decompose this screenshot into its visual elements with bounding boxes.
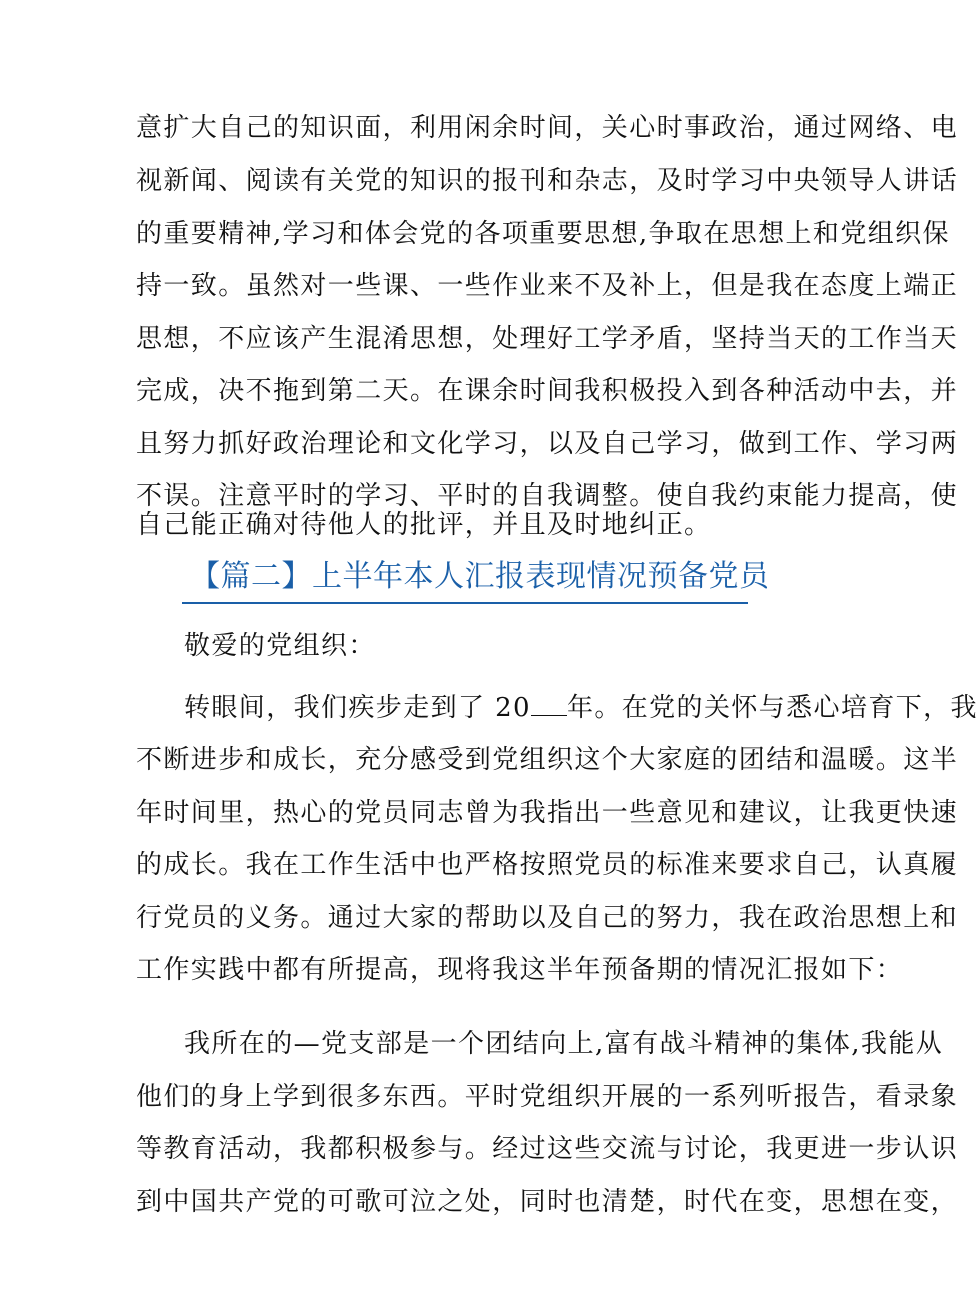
paragraph-line: 的重要精神,学习和体会党的各项重要思想,争取在思想上和党组织保 — [136, 219, 950, 249]
paragraph-line: 视新闻、阅读有关党的知识的报刊和杂志，及时学习中央领导人讲话 — [136, 166, 959, 196]
paragraph-line: 意扩大自己的知识面，利用闲余时间，关心时事政治，通过网络、电 — [136, 113, 959, 143]
section-heading — [182, 552, 770, 604]
paragraph-first-line — [184, 688, 978, 728]
paragraph-line: 年时间里，热心的党员同志曾为我指出一些意见和建议，让我更快速 — [136, 798, 959, 828]
paragraph-line: 的成长。我在工作生活中也严格按照党员的标准来要求自己，认真履 — [136, 850, 959, 880]
paragraph-line: 到中国共产党的可歌可泣之处，同时也清楚，时代在变，思想在变， — [136, 1187, 959, 1217]
paragraph-line: 完成，决不拖到第二天。在课余时间我积极投入到各种活动中去，并 — [136, 376, 959, 406]
paragraph-first-line: 我所在的—党支部是一个团结向上,富有战斗精神的集体,我能从 — [184, 1029, 944, 1059]
paragraph-text: 转眼间，我们疾步走到了 20 — [184, 693, 531, 723]
fill-in-blank — [531, 693, 567, 716]
paragraph-line: 工作实践中都有所提高，现将我这半年预备期的情况汇报如下： — [136, 955, 904, 985]
section-heading-text: 【篇二】上半年本人汇报表现情况预备党员 — [190, 559, 770, 594]
paragraph-text: 年。在党的关怀与悉心培育下，我 — [566, 693, 978, 723]
paragraph-line: 且努力抓好政治理论和文化学习，以及自己学习，做到工作、学习两 — [136, 429, 959, 459]
paragraph-line: 思想，不应该产生混淆思想，处理好工学矛盾，坚持当天的工作当天 — [136, 324, 959, 354]
paragraph-line: 自己能正确对待他人的批评，并且及时地纠正。 — [136, 510, 712, 540]
paragraph-line: 不断进步和成长，充分感受到党组织这个大家庭的团结和温暖。这半 — [136, 745, 959, 775]
salutation: 敬爱的党组织： — [184, 631, 376, 661]
paragraph-line: 等教育活动，我都积极参与。经过这些交流与讨论，我更进一步认识 — [136, 1134, 959, 1164]
paragraph-line: 不误。注意平时的学习、平时的自我调整。使自我约束能力提高，使 — [136, 481, 959, 511]
paragraph-line: 他们的身上学到很多东西。平时党组织开展的一系列听报告，看录象 — [136, 1082, 959, 1112]
paragraph-line: 行党员的义务。通过大家的帮助以及自己的努力，我在政治思想上和 — [136, 903, 959, 933]
paragraph-line: 持一致。虽然对一些课、一些作业来不及补上，但是我在态度上端正 — [136, 271, 959, 301]
